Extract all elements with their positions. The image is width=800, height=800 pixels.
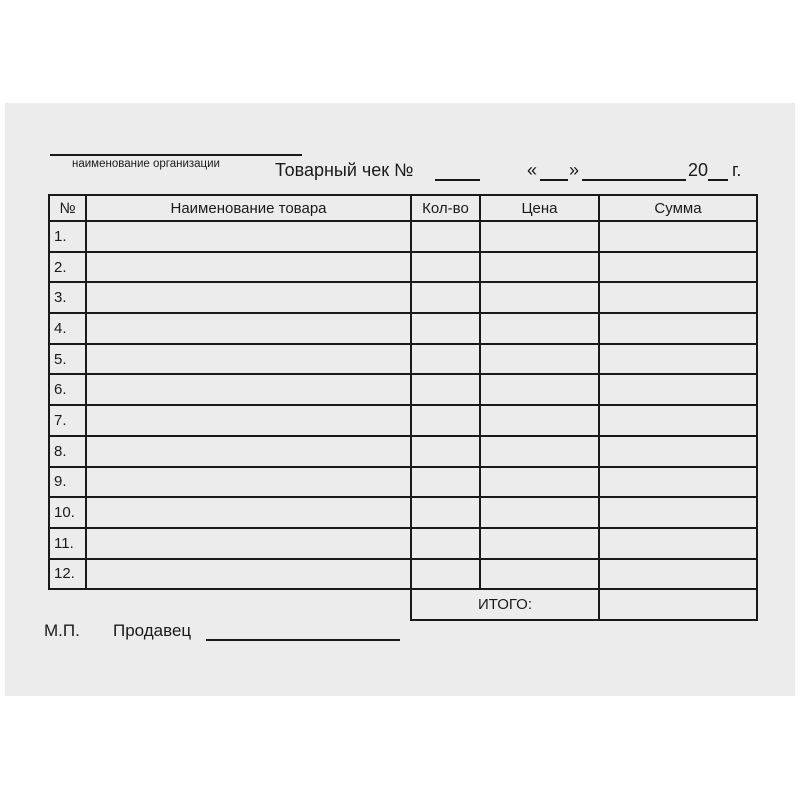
table-row [49,221,757,252]
item-name-cell[interactable] [86,559,411,590]
receipt-title: Товарный чек № [275,160,414,180]
quantity-cell[interactable] [411,313,480,344]
date-day-line[interactable] [540,179,568,181]
row-number: 5. [49,344,86,375]
item-name-cell[interactable] [86,405,411,436]
row-number: 6. [49,374,86,405]
stamp-place-label: М.П. [44,621,80,640]
item-name-cell[interactable] [86,436,411,467]
row-number: 9. [49,467,86,498]
org-name-line[interactable] [50,154,302,156]
date-year-prefix: 20 [688,160,709,180]
table-row [49,559,757,590]
sum-cell[interactable] [599,221,757,252]
row-number: 4. [49,313,86,344]
table-row [49,313,757,344]
sum-cell[interactable] [599,282,757,313]
sum-cell[interactable] [599,344,757,375]
org-name-caption: наименование организации [72,158,220,170]
price-cell[interactable] [480,528,599,559]
price-cell[interactable] [480,497,599,528]
sum-cell[interactable] [599,528,757,559]
col-header-price: Цена [480,195,599,221]
item-name-cell[interactable] [86,313,411,344]
quantity-cell[interactable] [411,559,480,590]
total-label: ИТОГО: [411,589,599,620]
table-row [49,405,757,436]
sum-cell[interactable] [599,467,757,498]
quantity-cell[interactable] [411,497,480,528]
date-year-suffix: г. [732,160,742,180]
quantity-cell[interactable] [411,282,480,313]
sum-cell[interactable] [599,436,757,467]
item-name-cell[interactable] [86,344,411,375]
item-name-cell[interactable] [86,221,411,252]
price-cell[interactable] [480,344,599,375]
price-cell[interactable] [480,559,599,590]
item-name-cell[interactable] [86,282,411,313]
row-number: 11. [49,528,86,559]
col-header-quantity: Кол-во [411,195,480,221]
price-cell[interactable] [480,374,599,405]
table-header-row [49,195,757,221]
table-row [49,374,757,405]
sum-cell[interactable] [599,497,757,528]
sum-cell[interactable] [599,559,757,590]
col-header-sum: Сумма [599,195,757,221]
table-row [49,344,757,375]
price-cell[interactable] [480,313,599,344]
quantity-cell[interactable] [411,374,480,405]
goods-table [48,194,758,621]
price-cell[interactable] [480,436,599,467]
table-row [49,252,757,283]
row-number: 2. [49,252,86,283]
price-cell[interactable] [480,282,599,313]
sum-cell[interactable] [599,405,757,436]
quantity-cell[interactable] [411,221,480,252]
total-row [49,589,757,620]
table-row [49,467,757,498]
quantity-cell[interactable] [411,436,480,467]
row-number: 12. [49,559,86,590]
price-cell[interactable] [480,221,599,252]
row-number: 1. [49,221,86,252]
table-row [49,528,757,559]
total-row-spacer [49,589,411,620]
item-name-cell[interactable] [86,374,411,405]
item-name-cell[interactable] [86,497,411,528]
seller-label: Продавец [113,621,192,640]
quantity-cell[interactable] [411,467,480,498]
date-year-line[interactable] [708,179,728,181]
sum-cell[interactable] [599,252,757,283]
sum-cell[interactable] [599,313,757,344]
date-close-quote: » [569,160,580,180]
table-row [49,436,757,467]
col-header-number: № [49,195,86,221]
row-number: 3. [49,282,86,313]
quantity-cell[interactable] [411,405,480,436]
table-row [49,282,757,313]
item-name-cell[interactable] [86,528,411,559]
table-row [49,497,757,528]
quantity-cell[interactable] [411,252,480,283]
date-month-line[interactable] [582,179,686,181]
item-name-cell[interactable] [86,252,411,283]
date-open-quote: « [527,160,538,180]
quantity-cell[interactable] [411,528,480,559]
price-cell[interactable] [480,467,599,498]
row-number: 7. [49,405,86,436]
row-number: 10. [49,497,86,528]
total-sum-cell[interactable] [599,589,757,620]
receipt-number-line[interactable] [435,179,480,181]
quantity-cell[interactable] [411,344,480,375]
col-header-item-name: Наименование товара [86,195,411,221]
item-name-cell[interactable] [86,467,411,498]
seller-signature-line[interactable] [206,639,400,641]
sum-cell[interactable] [599,374,757,405]
row-number: 8. [49,436,86,467]
price-cell[interactable] [480,405,599,436]
price-cell[interactable] [480,252,599,283]
